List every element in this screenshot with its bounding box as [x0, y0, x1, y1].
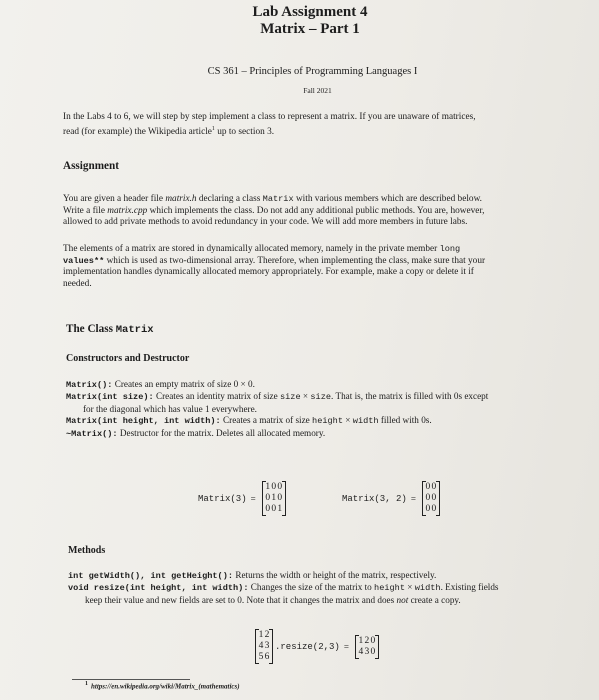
- equals: =: [410, 493, 416, 504]
- constructor-list: [66, 379, 586, 440]
- class-heading: [66, 323, 154, 336]
- matrix-cell: 0: [425, 504, 431, 514]
- course-name: CS 361 – Principles of Programming Languages I: [207, 66, 418, 77]
- matrix-cell: 2: [264, 630, 270, 640]
- footnote-ref: 1: [211, 125, 215, 132]
- matrix-cell: 0: [425, 493, 431, 503]
- equals: =: [343, 641, 349, 652]
- matrix-cell: 0: [265, 493, 271, 503]
- signature: void resize(int height, int width):: [68, 583, 249, 594]
- example-resize: [253, 629, 381, 664]
- text: declaring a class: [196, 194, 263, 204]
- dtor: [66, 428, 586, 440]
- description: Creates an identity matrix of size: [153, 391, 280, 402]
- methods-heading: Methods: [68, 545, 106, 556]
- assignment-paragraph-1: [63, 194, 588, 229]
- assignment-line-1: [63, 194, 588, 206]
- matrix-cell: 0: [370, 646, 376, 657]
- matrix-row: [265, 504, 283, 515]
- method-resize: [68, 582, 588, 594]
- matrix-cell: 4: [358, 646, 364, 657]
- code: height: [312, 416, 343, 427]
- member-name-code: values**: [63, 255, 105, 266]
- source-filename: matrix.cpp: [107, 205, 148, 216]
- matrix-row: [425, 504, 437, 515]
- matrix-cell: 2: [364, 635, 370, 646]
- resize-call: .resize(2,3): [275, 641, 340, 652]
- signature: int getWidth(), int getHeight():: [68, 571, 234, 581]
- times: ×: [343, 415, 353, 426]
- expression: Matrix(3): [198, 493, 247, 504]
- matrix-cell: 0: [277, 493, 283, 503]
- description: Changes the size of the matrix to: [248, 582, 375, 593]
- text: The Class: [66, 323, 116, 335]
- matrix-cell: 3: [364, 646, 370, 657]
- signature: Matrix():: [66, 380, 113, 390]
- matrix-cell: 0: [265, 504, 271, 514]
- matrix-cell: 5: [258, 652, 264, 662]
- signature: Matrix(int size):: [66, 392, 154, 403]
- ctor-identity-cont: for the diagonal which has value 1 everywhere.: [83, 403, 257, 414]
- intro-paragraph: [63, 112, 583, 138]
- expression: Matrix(3, 2): [342, 493, 407, 504]
- footnote-link[interactable]: https://en.wikipedia.org/wiki/Matrix_(mathematics): [91, 682, 240, 691]
- term-label: Fall 2021: [303, 86, 332, 95]
- memory-line-3: implementation handles dynamically allocated memory appropriately. For example, make a copy or delete it if: [63, 267, 474, 278]
- footnote: [85, 681, 240, 690]
- source-matrix: [255, 629, 273, 664]
- description: . That is, the matrix is filled with 0s except: [331, 391, 489, 402]
- assignment-heading: Assignment: [63, 160, 119, 172]
- constructors-heading: Constructors and Destructor: [66, 353, 190, 364]
- description: Creates an empty matrix of size 0 × 0.: [112, 379, 255, 389]
- identity-matrix: [262, 481, 286, 516]
- matrix-cell: 1: [265, 482, 271, 492]
- matrix-row: [258, 630, 270, 641]
- times: ×: [300, 391, 311, 402]
- header-filename: matrix.h: [165, 194, 197, 204]
- ctor-size: [66, 415, 586, 427]
- matrix-cell: 1: [358, 635, 364, 646]
- assignment-line-3: allowed to add private methods to avoid redundancy in your code. We will add more members in future labs.: [63, 217, 468, 228]
- intro-text: read (for example) the Wikipedia article: [63, 126, 212, 137]
- resized-matrix: [355, 635, 379, 659]
- method-list: [68, 570, 588, 606]
- text: which is used as two-dimensional array. Therefore, when implementing the class, make sure that your: [104, 255, 486, 266]
- example-zero: [342, 481, 442, 516]
- description: Creates a matrix of size: [220, 415, 313, 426]
- matrix-row: [358, 647, 376, 658]
- matrix-cell: 6: [264, 652, 270, 662]
- code: width: [414, 583, 441, 594]
- footnote-divider: [72, 679, 190, 680]
- matrix-row: [265, 482, 283, 493]
- document-subtitle: Matrix – Part 1: [260, 21, 360, 37]
- description: Returns the width or height of the matrix, respectively.: [233, 570, 437, 580]
- method-getters: [68, 570, 588, 582]
- matrix-cell: 0: [425, 482, 431, 492]
- description: Destructor for the matrix. Deletes all allocated memory.: [117, 427, 326, 438]
- matrix-cell: 3: [264, 641, 270, 651]
- matrix-cell: 0: [271, 504, 277, 514]
- document-title: Lab Assignment 4: [252, 4, 368, 20]
- times: ×: [404, 582, 415, 593]
- matrix-cell: 0: [431, 504, 437, 514]
- memory-line-4: needed.: [63, 278, 92, 289]
- assignment-line-2: [63, 206, 588, 218]
- matrix-cell: 1: [277, 504, 283, 514]
- ctor-identity: [66, 391, 586, 403]
- code: height: [374, 583, 405, 594]
- equals: =: [250, 493, 256, 504]
- intro-line-1: In the Labs 4 to 6, we will step by step implement a class to represent a matrix. If you are unaware of matrices,: [63, 112, 476, 122]
- signature: ~Matrix():: [66, 428, 118, 439]
- zero-matrix: [422, 481, 440, 516]
- code: size: [279, 392, 301, 403]
- class-name-code: Matrix: [115, 324, 154, 336]
- code: size: [310, 392, 332, 403]
- matrix-cell: 4: [258, 641, 264, 651]
- text: which implements the class. Do not add any additional public methods. You are, however,: [147, 205, 485, 216]
- footnote-mark: 1: [85, 681, 88, 687]
- matrix-row: [265, 493, 283, 504]
- example-identity: [198, 481, 288, 516]
- ctor-empty: [66, 379, 586, 391]
- description: filled with 0s.: [378, 415, 432, 426]
- member-type-code: long: [439, 244, 461, 254]
- intro-line-2: [63, 124, 583, 139]
- matrix-row: [425, 493, 437, 504]
- matrix-row: [425, 482, 437, 493]
- text: Write a file: [63, 205, 108, 216]
- text: The elements of a matrix are stored in dynamically allocated memory, namely in the private member: [63, 244, 440, 254]
- matrix-cell: 0: [431, 482, 437, 492]
- intro-text-end: up to section 3.: [214, 126, 275, 137]
- description: keep their value and new fields are set to 0. Note that it changes the matrix and does: [85, 594, 397, 605]
- matrix-cell: 0: [370, 635, 376, 646]
- memory-line-1: [63, 244, 588, 256]
- class-name-code: Matrix: [262, 194, 294, 204]
- matrix-cell: 0: [277, 482, 283, 492]
- matrix-cell: 1: [258, 630, 264, 640]
- matrix-row: [258, 641, 270, 652]
- description: create a copy.: [408, 594, 461, 605]
- matrix-row: [358, 636, 376, 647]
- matrix-cell: 0: [431, 493, 437, 503]
- matrix-cell: 0: [271, 482, 277, 492]
- text: You are given a header file: [63, 194, 166, 204]
- text: with various members which are described below.: [293, 194, 483, 204]
- emphasis: not: [396, 594, 409, 605]
- method-resize-cont: [68, 595, 588, 606]
- code: width: [352, 416, 379, 427]
- matrix-cell: 1: [271, 493, 277, 503]
- signature: Matrix(int height, int width):: [66, 416, 221, 427]
- assignment-paragraph-2: [63, 244, 588, 290]
- description: . Existing fields: [440, 582, 499, 593]
- matrix-row: [258, 652, 270, 663]
- memory-line-2: [63, 256, 588, 268]
